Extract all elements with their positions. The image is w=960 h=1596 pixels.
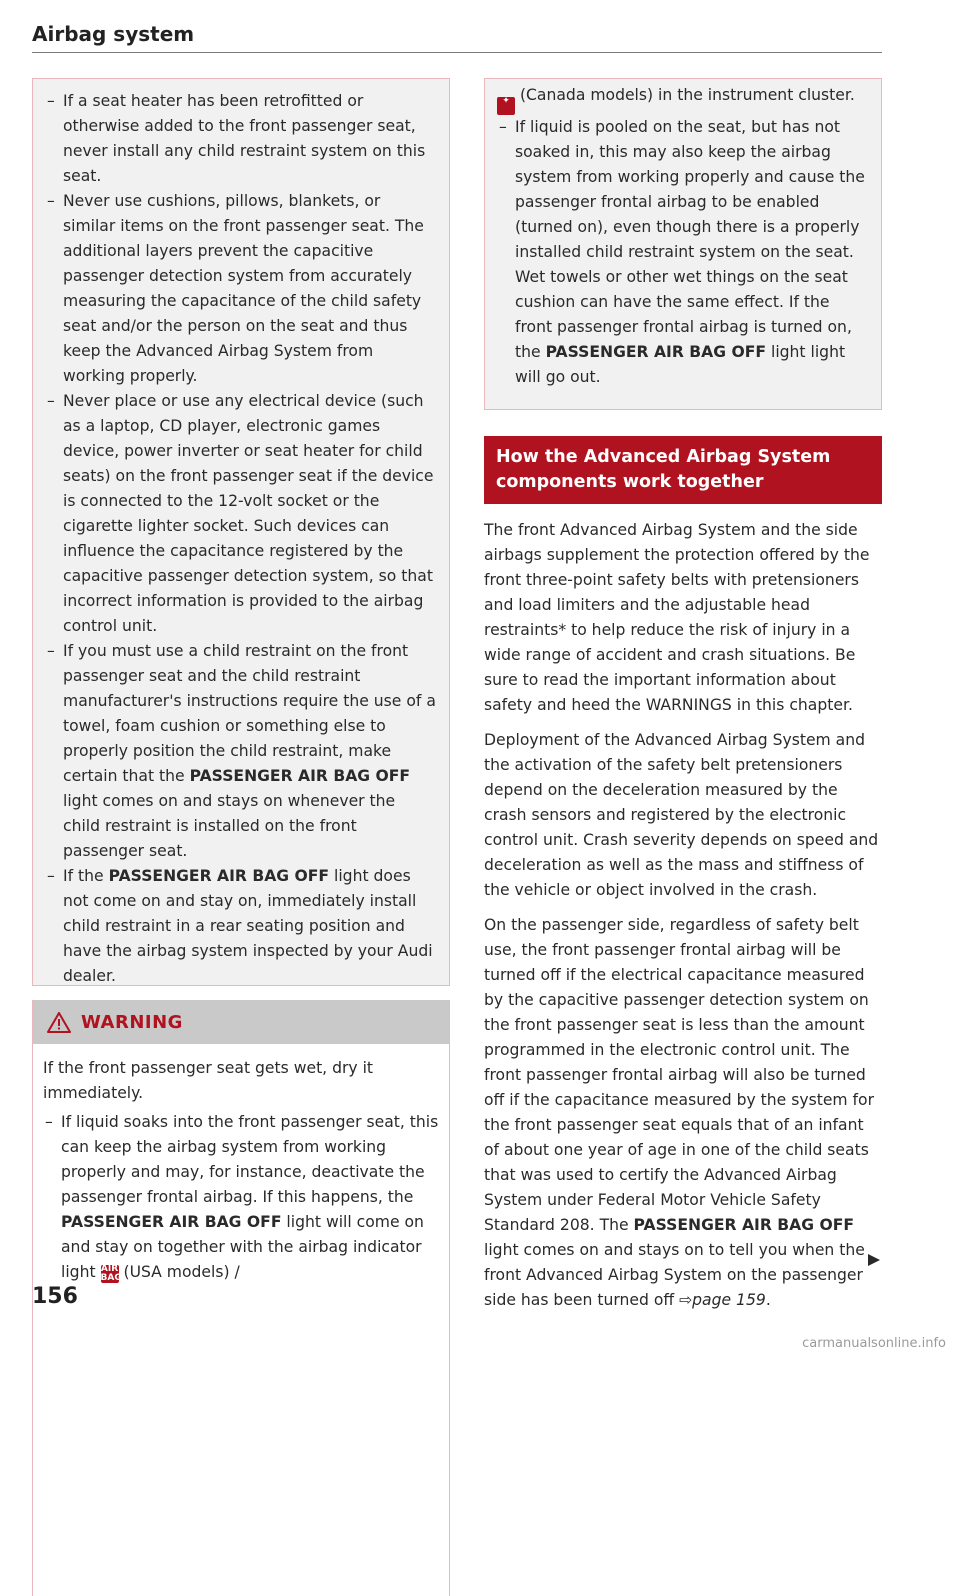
- page-reference-link[interactable]: [679, 1291, 766, 1309]
- warning-body: [33, 1044, 449, 1285]
- page-reference-text: page 159: [692, 1291, 766, 1309]
- warning-title: WARNING: [81, 1011, 183, 1033]
- list-item: [45, 864, 437, 989]
- body-paragraph: Deployment of the Advanced Airbag System and the activation of the safety belt pretensioners depend on the deceleration measured by the crash sensors and registered by the electronic control unit. Crash severity depends on speed and deceleration as well as the mass and stiffness of the vehicle or object involved in the crash.: [484, 731, 879, 899]
- indicator-name: PASSENGER AIR BAG OFF: [61, 1213, 282, 1231]
- indicator-name: PASSENGER AIR BAG OFF: [189, 767, 411, 785]
- list-item: [45, 639, 437, 864]
- warning-continued-box: [484, 78, 882, 410]
- section-heading: How the Advanced Airbag System components work together: [484, 436, 882, 504]
- list-item-text: light will come on and stay on together with the airbag indicator light: [61, 1213, 424, 1281]
- warning-intro: If the front passenger seat gets wet, dry it immediately.: [43, 1059, 374, 1102]
- list-item: [43, 1110, 439, 1285]
- list-item-text: light light will go out.: [515, 343, 846, 386]
- warning-header: [33, 1000, 449, 1044]
- watermark: carmanualsonline.info: [802, 1336, 946, 1351]
- body-paragraph: The front Advanced Airbag System and the side airbags supplement the protection offered by the front three-point safety belts with pretensioners and load limiters and the adjustable head restraints* to help reduce the risk of injury in a wide range of accident and crash situations. Be sure to read the important information about safety and heed the WARNINGS in this chapter.: [484, 521, 870, 714]
- page-number: 156: [32, 1284, 78, 1309]
- indicator-name: PASSENGER AIR BAG OFF: [108, 867, 330, 885]
- indicator-name: PASSENGER AIR BAG OFF: [545, 343, 767, 361]
- list-item-text: light comes on and stays on whenever the child restraint is installed on the front passenger seat.: [63, 792, 396, 860]
- paragraph-text: On the passenger side, regardless of safety belt use, the front passenger frontal airbag will be turned off if the electrical capacitance measured by the capacitive passenger detection system on the front passenger seat is less than the amount programmed in the electronic control unit. The front passenger frontal airbag will also be turned off if the capacitance measured by the system for the front passenger seat equals that of an infant of about one year of age in one of the child seats that was used to certify the Advanced Airbag System under Federal Motor Vehicle Safety Standard 208. The: [484, 916, 875, 1234]
- paragraph-text: light comes on and stays on to tell you when the front Advanced Airbag System on the passenger side has been turned off: [484, 1241, 865, 1309]
- paragraph-text: .: [765, 1291, 771, 1309]
- chapter-title: Airbag system: [32, 22, 195, 46]
- notes-box: [32, 78, 450, 986]
- airbag-indicator-icon: AIR BAG: [100, 1264, 122, 1283]
- list-item-text: light does not come on and stay on, immediately install child restraint in a rear seating position and have the airbag system inspected by your Audi dealer.: [63, 867, 433, 985]
- list-item: – Never place or use any electrical device (such as a laptop, CD player, electronic games device, power inverter or seat heater for child seats) on the front passenger seat if the device is connected to the 12-volt socket or the cigarette lighter socket. Such devices can influence the capacitance registered by the capacitive passenger detection system, so that incorrect information is provided to the airbag control unit.: [45, 389, 437, 639]
- arrow-right-icon: ⇨: [679, 1291, 693, 1309]
- list-item-text: If you must use a child restraint on the front passenger seat and the child restraint manufacturer's instructions require the use of a towel, foam cushion or something else to properly position the child restraint, make certain that the: [63, 642, 436, 785]
- list-item: [497, 115, 869, 390]
- warning-continued-text: [497, 83, 869, 115]
- list-item-text: If the: [63, 867, 109, 885]
- warning-triangle-icon: [47, 1012, 71, 1033]
- list-item-text: (Canada models) in the instrument cluster.: [515, 86, 855, 104]
- list-item: – If a seat heater has been retrofitted or otherwise added to the front passenger seat, never install any child restraint system on this seat.: [45, 89, 437, 189]
- right-column: [484, 78, 882, 1313]
- list-item-text: If liquid soaks into the front passenger seat, this can keep the airbag system from working properly and may, for instance, deactivate the passenger frontal airbag. If this happens, the: [61, 1113, 439, 1206]
- indicator-name: PASSENGER AIR BAG OFF: [633, 1216, 855, 1234]
- continue-arrow-icon: [866, 1253, 882, 1267]
- page-header: [32, 22, 882, 53]
- list-item: – Never use cushions, pillows, blankets, or similar items on the front passenger seat. The additional layers prevent the capacitive passenger detection system from accurately measuring the capacitance of the child safety seat and/or the person on the seat and thus keep the Advanced Airbag System from working properly.: [45, 189, 437, 389]
- list-item-text: (USA models) /: [118, 1263, 240, 1281]
- warning-box: [32, 1000, 450, 1596]
- left-column: [32, 78, 450, 1596]
- airbag-person-icon: ✦: [497, 97, 515, 115]
- list-item-text: If liquid is pooled on the seat, but has not soaked in, this may also keep the airbag system from working properly and cause the passenger frontal airbag to be enabled (turned on), even though there is a properly installed child restraint system on the seat. Wet towels or other wet things on the seat cushion can have the same effect. If the front passenger frontal airbag is turned on, the: [515, 118, 865, 361]
- body-paragraph: [484, 913, 882, 1313]
